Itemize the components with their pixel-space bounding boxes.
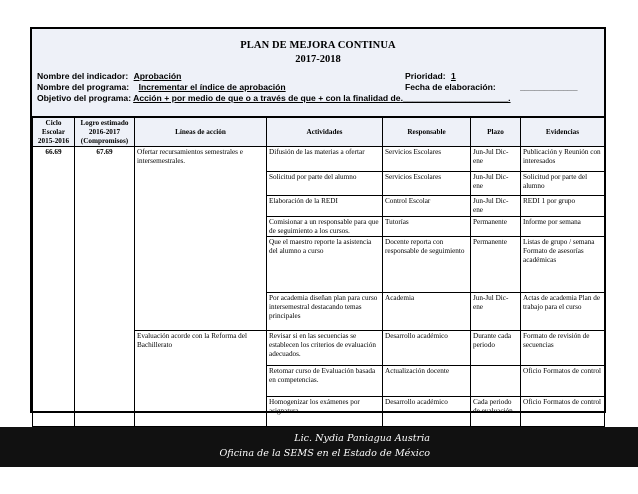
evidencias-cell: Oficio Formatos de control bbox=[521, 366, 605, 397]
actividad-cell: Revisar si en las secuencias se establecen los criterios de evaluación adecuados. bbox=[267, 331, 383, 366]
date-row bbox=[405, 82, 578, 92]
responsable-cell: Docente reporta con responsable de seguimiento bbox=[383, 237, 471, 293]
linea-accion-1: Ofertar recursamientos semestrales e intersemestrales. bbox=[135, 147, 267, 331]
evidencias-cell: Informe por semana bbox=[521, 216, 605, 237]
program-value: Incrementar el índice de aprobación bbox=[138, 82, 286, 92]
evidencias-cell: Listas de grupo / semana Formato de asesorías académicas bbox=[521, 237, 605, 293]
indicator-value: Aprobación bbox=[133, 71, 182, 81]
header-actividades: Actividades bbox=[267, 118, 383, 147]
responsable-cell: Control Escolar bbox=[383, 196, 471, 217]
actividad-cell: Comisionar a un responsable para que de seguimiento a los cursos. bbox=[267, 216, 383, 237]
header-evidencias: Evidencias bbox=[521, 118, 605, 147]
indicator-row bbox=[37, 71, 181, 81]
date-label: Fecha de elaboración: bbox=[405, 82, 496, 92]
indicator-label: Nombre del indicador: bbox=[37, 71, 129, 81]
priority-row bbox=[405, 71, 456, 81]
objective-row bbox=[37, 93, 511, 103]
header-lineas: Líneas de acción bbox=[135, 118, 267, 147]
actividad-cell: Retomar curso de Evaluación basada en competencias. bbox=[267, 366, 383, 397]
improvement-plan-table bbox=[32, 117, 605, 427]
plazo-cell: Permanente bbox=[471, 237, 521, 293]
header-ciclo: Ciclo Escolar 2015-2016 bbox=[33, 118, 75, 147]
actividad-cell: Homogenizar los exámenes por asignatura bbox=[267, 397, 383, 427]
plazo-cell: Jun-Jul Dic-ene bbox=[471, 196, 521, 217]
actividad-cell: Elaboración de la REDI bbox=[267, 196, 383, 217]
objective-value: Acción + por medio de que o a través de que + con la finalidad de.______________________. bbox=[133, 93, 511, 103]
plazo-cell: Permanente bbox=[471, 216, 521, 237]
footer-name: Lic. Nydia Paniagua Austria bbox=[294, 433, 430, 444]
evidencias-cell: REDI 1 por grupo bbox=[521, 196, 605, 217]
responsable-cell: Tutorías bbox=[383, 216, 471, 237]
header-section bbox=[32, 29, 604, 117]
page-title: PLAN DE MEJORA CONTINUA bbox=[240, 40, 396, 51]
evidencias-cell: Solicitud por parte del alumno bbox=[521, 172, 605, 196]
logro-value: 67.69 bbox=[75, 147, 135, 427]
plan-years: 2017-2018 bbox=[295, 54, 341, 65]
plazo-cell: Jun-Jul Dic-ene bbox=[471, 293, 521, 331]
priority-value: 1 bbox=[450, 71, 456, 81]
responsable-cell: Actualización docente bbox=[383, 366, 471, 397]
plazo-cell: Jun-Jul Dic-ene bbox=[471, 147, 521, 172]
evidencias-cell: Formato de revisión de secuencias bbox=[521, 331, 605, 366]
responsable-cell: Desarrollo académico bbox=[383, 397, 471, 427]
header-plazo: Plazo bbox=[471, 118, 521, 147]
responsable-cell: Academia bbox=[383, 293, 471, 331]
actividad-cell: Difusión de las materias a ofertar bbox=[267, 147, 383, 172]
program-label: Nombre del programa: bbox=[37, 82, 130, 92]
plazo-cell: Durante cada periodo bbox=[471, 331, 521, 366]
priority-label: Prioridad: bbox=[405, 71, 446, 81]
plazo-cell: Cada periodo de evaluación bbox=[471, 397, 521, 427]
plazo-cell bbox=[471, 366, 521, 397]
actividad-cell: Solicitud por parte del alumno bbox=[267, 172, 383, 196]
plazo-cell: Jun-Jul Dic-ene bbox=[471, 172, 521, 196]
actividad-cell: Que el maestro reporte la asistencia del alumno a curso bbox=[267, 237, 383, 293]
document-sheet bbox=[30, 27, 606, 416]
objective-label: Objetivo del programa: bbox=[37, 93, 132, 103]
program-row bbox=[37, 82, 286, 92]
header-responsable: Responsable bbox=[383, 118, 471, 147]
table-header-row bbox=[33, 118, 605, 147]
footer-banner bbox=[0, 427, 638, 467]
date-value: ____________ bbox=[520, 82, 578, 92]
evidencias-cell: Actas de academia Plan de trabajo para el curso bbox=[521, 293, 605, 331]
actividad-cell: Por academia diseñan plan para curso intersemestral destacando temas principales bbox=[267, 293, 383, 331]
responsable-cell: Desarrollo académico bbox=[383, 331, 471, 366]
evidencias-cell: Oficio Formatos de control bbox=[521, 397, 605, 427]
linea-accion-2: Evaluación acorde con la Reforma del Bachillerato bbox=[135, 331, 267, 427]
responsable-cell: Servicios Escolares bbox=[383, 172, 471, 196]
responsable-cell: Servicios Escolares bbox=[383, 147, 471, 172]
table-row bbox=[33, 147, 605, 172]
header-logro: Logro estimado 2016-2017 (Compromisos) bbox=[75, 118, 135, 147]
evidencias-cell: Publicación y Reunión con interesados bbox=[521, 147, 605, 172]
footer-office: Oficina de la SEMS en el Estado de México bbox=[219, 448, 430, 459]
ciclo-value: 66.69 bbox=[33, 147, 75, 427]
